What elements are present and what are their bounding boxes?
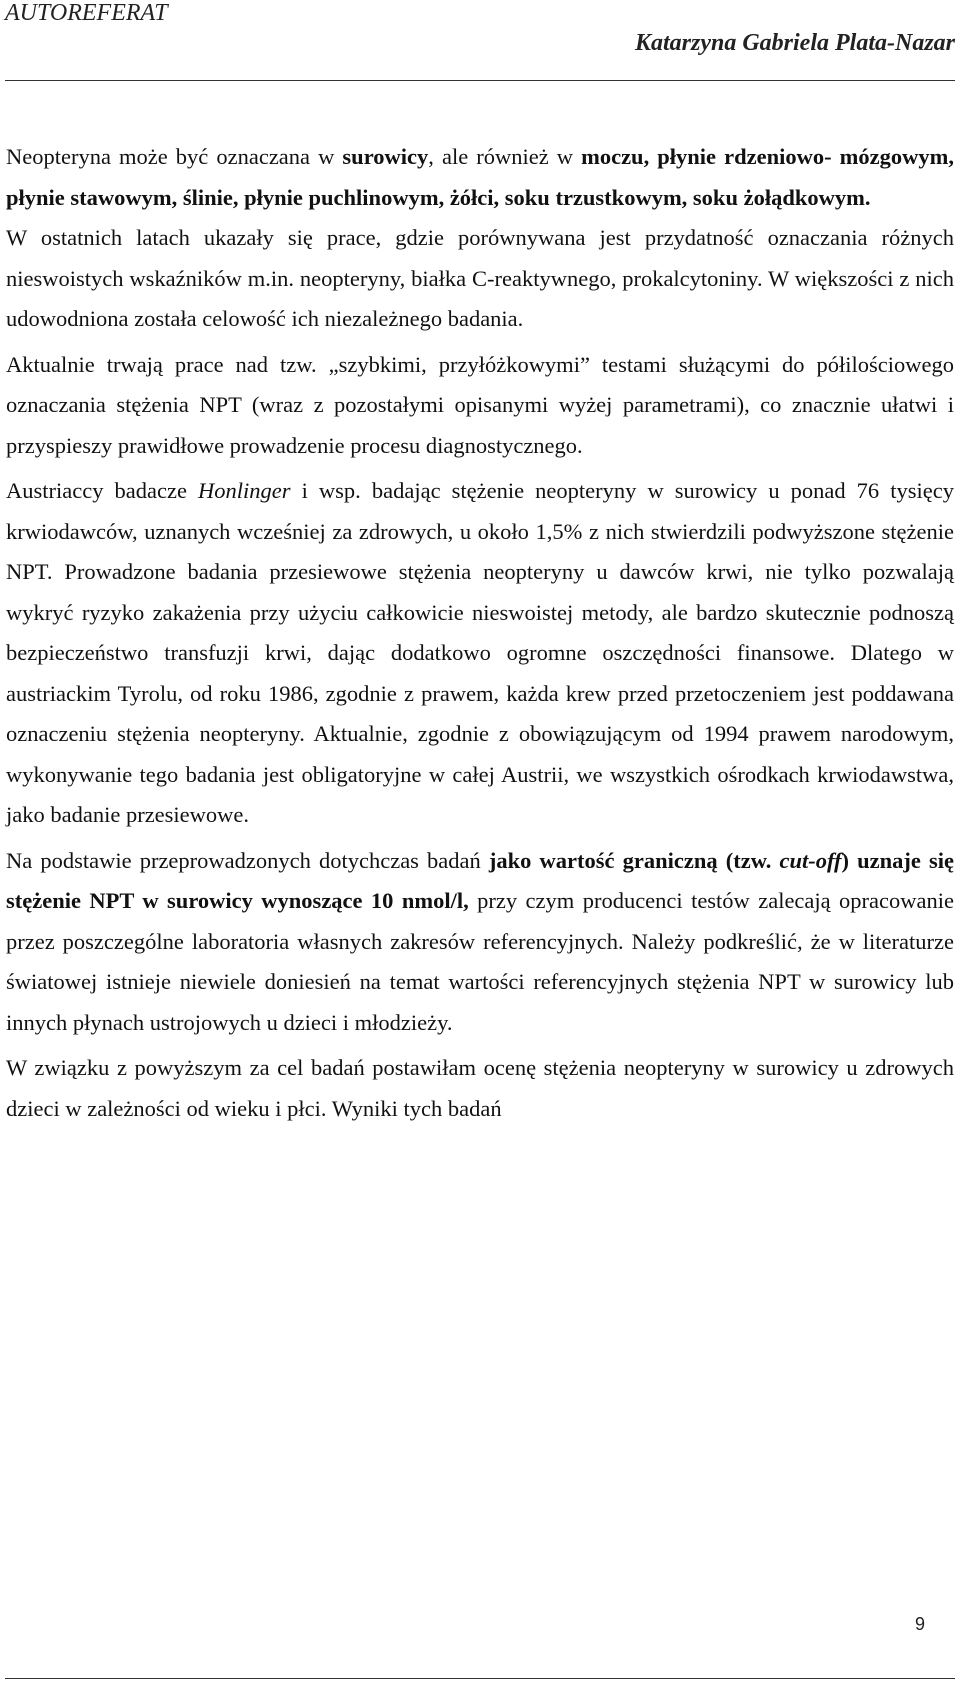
footer-rule (5, 1678, 955, 1679)
header-rule (5, 80, 955, 81)
page-body (6, 137, 954, 1129)
text-run: przy czym producenci testów zalecają opracowanie przez poszczególne laboratoria własnych zakresów referencyjnych. Należy podkreślić, że w literaturze światowej istnieje niewiele doniesień na temat wartości referencyjnych stężenia NPT w surowicy lub innych płynach ustrojowych u dzieci i młodzieży. (6, 888, 954, 1035)
paragraph-sample-types (6, 137, 954, 218)
text-run: Austriaccy badacze (6, 478, 199, 503)
paragraph-study-aim: W związku z powyższym za cel badań postawiłam ocenę stężenia neopteryny w surowicy u zdrowych dzieci w zależności od wieku i płci. Wyniki tych badań (6, 1055, 954, 1121)
running-header-author: Katarzyna Gabriela Plata-Nazar (634, 30, 955, 56)
text-run: i wsp. badając stężenie neopteryny w surowicy u ponad 76 tysięcy krwiodawców, uznanych wcześniej za zdrowych, u około 1,5% z nich stwierdzili podwyższone stężenie NPT. Prowadzone badania przesiewowe stężenia neopteryny u dawców krwi, nie tylko pozwalają wykryć ryzyko zakażenia przy użyciu całkowicie nieswoistej metody, ale bardzo skutecznie podnoszą bezpieczeństwo transfuzji krwi, dając dodatkowo ogromne oszczędności finansowe. Dlatego w austriackim Tyrolu, od roku 1986, zgodnie z prawem, każda krew przed przetoczeniem jest poddawana oznaczeniu stężenia neopteryny. Aktualnie, zgodnie z obowiązującym od 1994 prawem narodowym, wykonywanie tego badania jest obligatoryjne w całej Austrii, we wszystkich ośrodkach krwiodawstwa, jako badanie przesiewowe. (6, 478, 954, 827)
page-number: 9 (914, 1614, 925, 1634)
bold-run: ) uznaje się stężenie NPT w surowicy wynoszące 10 nmol/l, (6, 847, 954, 913)
running-header-left: AUTOREFERAT (5, 0, 168, 26)
paragraph-cutoff (6, 841, 954, 1044)
paragraph-rapid-tests: Aktualnie trwają prace nad tzw. „szybkimi, przyłóżkowymi” testami służącymi do półilościowego oznaczania stężenia NPT (wraz z pozostałymi opisanymi wyżej parametrami), co znacznie ułatwi i przyspieszy prawidłowe prowadzenie procesu diagnostycznego. (6, 351, 954, 458)
text-run: Na podstawie przeprowadzonych dotychczas badań (6, 847, 489, 873)
paragraph-comparisons: W ostatnich latach ukazały się prace, gdzie porównywana jest przydatność oznaczania różnych nieswoistych wskaźników m.in. neopteryny, białka C-reaktywnego, prokalcytoniny. W większości z nich udowodniona została celowość ich niezależnego badania. (6, 225, 954, 331)
text-run: , ale również w (428, 144, 582, 169)
text-run: Neopteryna może być oznaczana w (6, 144, 343, 169)
bold-run: surowicy (342, 144, 429, 169)
bold-italic-run: cut-off (779, 847, 842, 873)
paragraph-austrian-study (6, 471, 954, 836)
italic-run: Honlinger (198, 478, 291, 503)
bold-run: jako wartość graniczną (tzw. (488, 847, 780, 873)
bold-run: moczu, płynie rdzeniowo- mózgowym, płynie stawowym, ślinie, płynie puchlinowym, żółci, soku trzustkowym, soku żołądkowym. (6, 144, 954, 210)
